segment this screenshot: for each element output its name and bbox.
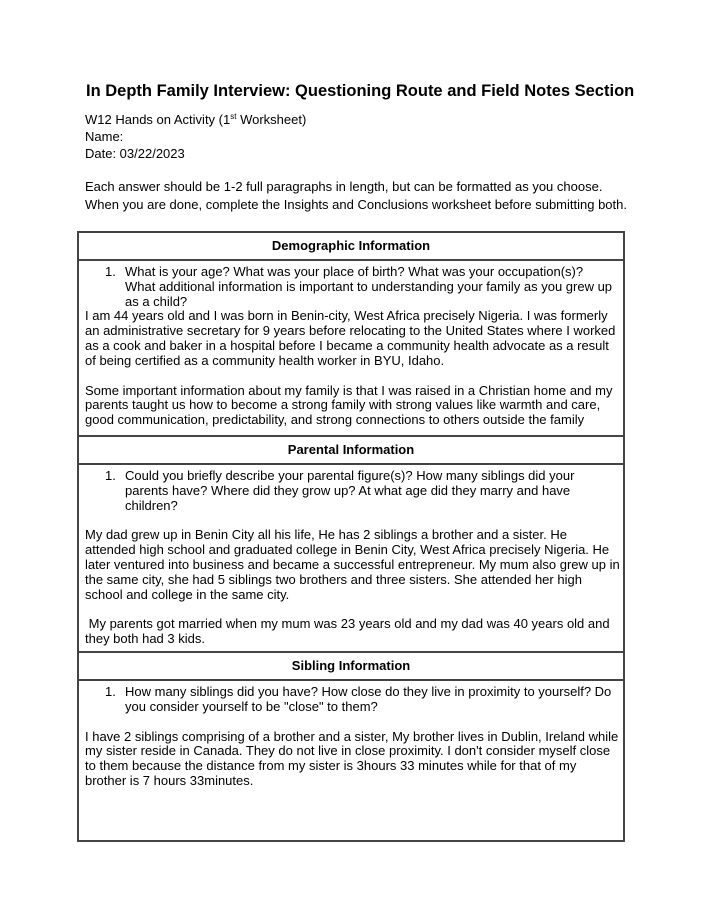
question-demographic	[105, 265, 616, 309]
question-text: How many siblings did you have? How close do they live in proximity to yourself? Do you consider yourself to be "close" to them?	[125, 683, 612, 714]
instruction-line-1: Each answer should be 1-2 full paragraphs in length, but can be formatted as you choose.	[85, 179, 603, 194]
answer-paragraph: I have 2 siblings comprising of a brother and a sister, My brother lives in Dublin, Ireland while my sister reside in Canada. They do not live in close proximity. I don't consider myself close to them because the distance from my sister is 3hours 33 minutes while for that of my brother is 7 hours 33minutes.	[85, 728, 619, 788]
paragraph-gap	[85, 369, 620, 384]
section-header-sibling: Sibling Information	[78, 652, 624, 680]
paragraph-gap	[85, 715, 620, 730]
section-header-demographic: Demographic Information	[78, 232, 624, 260]
question-number: 1.	[105, 468, 116, 483]
paragraph-gap	[85, 602, 620, 617]
paragraph-gap	[85, 513, 620, 528]
question-text: Could you briefly describe your parental figure(s)? How many siblings did your parents have? Where did they grow up? At what age did they marry and have children?	[125, 468, 575, 513]
page-title: In Depth Family Interview: Questioning Route and Field Notes Section	[86, 82, 635, 100]
activity-superscript: st	[230, 112, 237, 121]
instruction-line-2: When you are done, complete the Insights and Conclusions worksheet before submitting both.	[85, 196, 627, 212]
question-text: What is your age? What was your place of birth? What was your occupation(s)? What additional information is important to understanding your family as you grew up as a child?	[125, 264, 613, 309]
section-header-parental: Parental Information	[78, 436, 624, 464]
question-number: 1.	[105, 264, 116, 279]
interview-table	[77, 231, 625, 842]
activity-suffix: Worksheet)	[236, 112, 307, 127]
answer-paragraph: Some important information about my family is that I was raised in a Christian home and my parents taught us how to become a strong family with strong values like warmth and care, good communication, predictability, and strong connections to others outside the family	[85, 382, 613, 428]
instructions	[85, 178, 627, 213]
question-sibling	[105, 685, 616, 715]
answer-paragraph: I am 44 years old and I was born in Benin-city, West Africa precisely Nigeria. I was formerly an administrative secretary for 9 years before relocating to the United States where I worked as a cook and baker in a hospital before I became a community health advocate as a result of being certified as a community health worker in BYU, Idaho.	[85, 308, 616, 368]
activity-prefix: W12 Hands on Activity (1	[85, 112, 231, 127]
section-body-sibling	[78, 680, 624, 841]
answer-paragraph: My parents got married when my mum was 23 years old and my dad was 40 years old and they both had 3 kids.	[85, 616, 614, 647]
question-number: 1.	[105, 683, 116, 699]
section-body-parental	[78, 464, 624, 652]
activity-line	[85, 111, 306, 128]
date-label: Date: 03/22/2023	[85, 146, 185, 161]
name-label: Name:	[85, 129, 124, 144]
answer-paragraph: My dad grew up in Benin City all his life, He has 2 siblings a brother and a sister. He attended high school and graduated college in Benin City, West Africa precisely Nigeria. He later ventured into business and became a successful entrepreneur. My mum also grew up in the same city, she had 5 siblings two brothers and three sisters. She attended her high school and college in the same city.	[85, 527, 620, 602]
worksheet-meta	[85, 111, 306, 162]
section-body-demographic	[78, 260, 624, 436]
question-parental	[105, 469, 616, 513]
